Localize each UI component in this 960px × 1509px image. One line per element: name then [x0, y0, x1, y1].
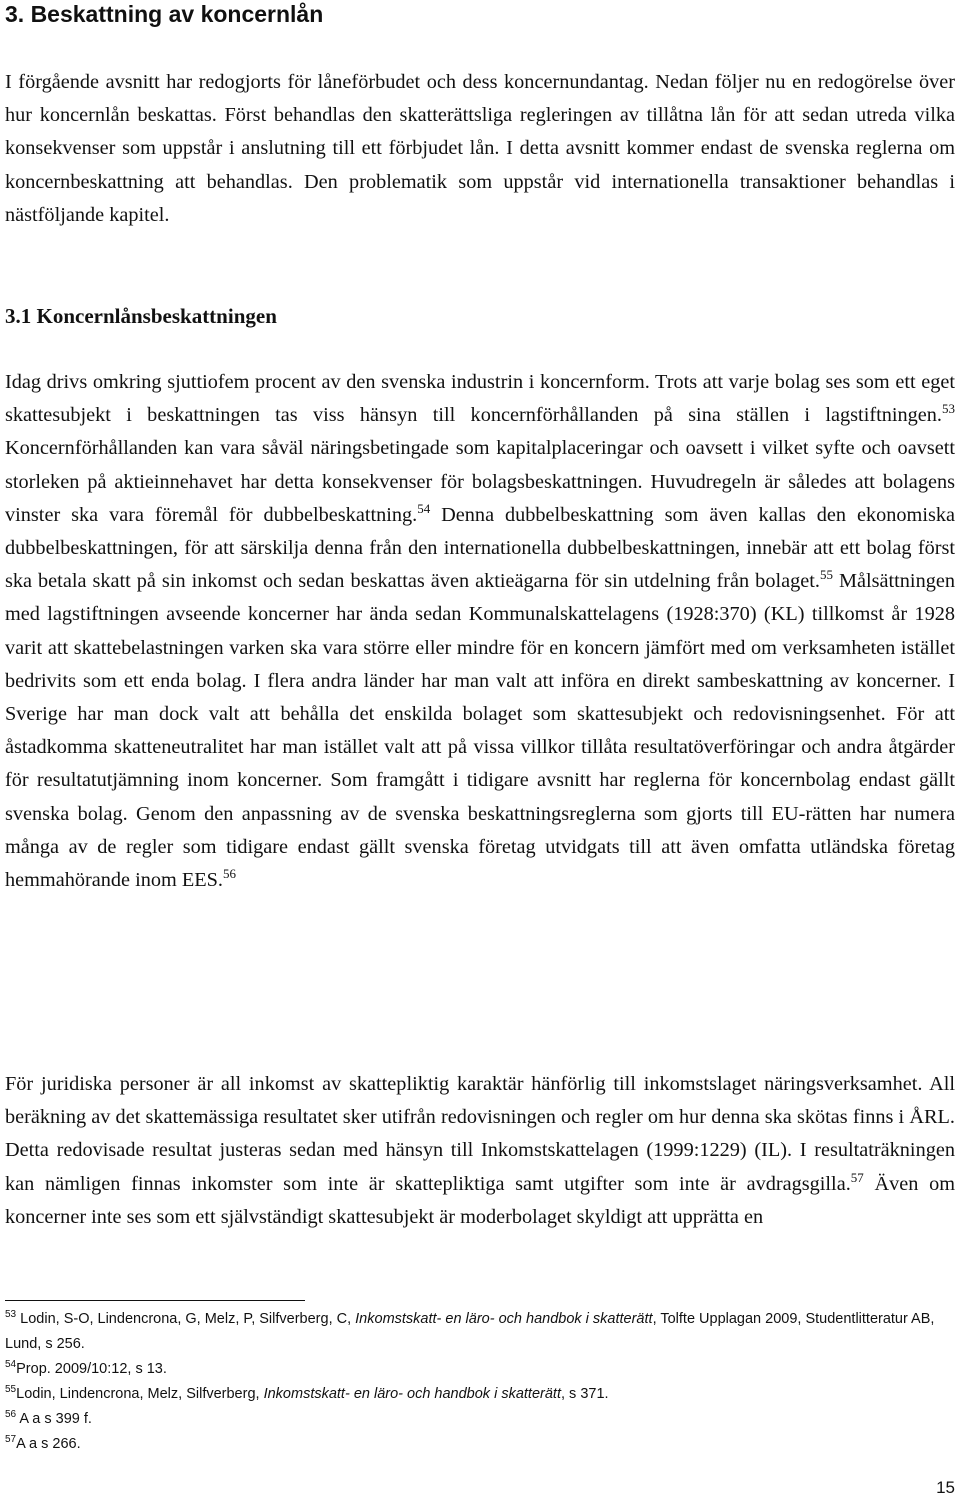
text-run: Även om koncerner inte ses som ett självständigt skattesubjekt är moderbolaget skyldigt att upprätta en — [5, 1172, 955, 1228]
footnote-text: , Tolfte Upplagan 2009, Studentlitteratur AB, Lund, s 256. — [5, 1311, 935, 1352]
footnote-title: Inkomstskatt- en läro- och handbok i skatterätt — [263, 1386, 561, 1402]
footnote-title: Inkomstskatt- en läro- och handbok i skatterätt — [355, 1311, 653, 1327]
footnote-text: Lodin, S-O, Lindencrona, G, Melz, P, Silfverberg, C, — [16, 1311, 356, 1327]
footnote-text: A a s 266. — [16, 1436, 81, 1452]
footnote-number: 53 — [5, 1309, 17, 1320]
text-run: Idag drivs omkring sjuttiofem procent av den svenska industrin i koncernform. Trots att varje bolag ses som ett eget skattesubjekt i beskattningen tas viss hänsyn till koncernförhållanden på sina ställen i lagstiftningen. — [5, 371, 955, 427]
footnote-ref-56[interactable]: 56 — [222, 866, 236, 882]
footnote-divider — [5, 1300, 305, 1301]
section-heading: 3.1 Koncernlånsbeskattningen — [5, 304, 277, 328]
footnote-54 — [5, 1357, 935, 1382]
footnote-57 — [5, 1432, 935, 1457]
section-paragraph — [5, 366, 955, 897]
text-run: Koncernförhållanden kan vara såväl näringsbetingade som kapitalplaceringar och oavsett i vilket syfte och oavsett storleken på aktieinnehavet har detta konsekvenser för bolagsbeskattningen. Huvudregeln är således att bolagens vinster ska vara föremål för dubbelbeskattning. — [5, 437, 955, 526]
text-run: Denna dubbelbeskattning som även kallas den ekonomiska dubbelbeskattningen, för att särskilja denna från den internationella dubbelbeskattningen, innebär att ett bolag först ska betala skatt på sin inkomst och sedan beskattas även aktieägarna för sin utdelning från bolaget. — [5, 503, 955, 593]
text-run: Målsättningen med lagstiftningen avseende koncerner har ända sedan Kommunalskattelagens (1928:370) (KL) tillkomst år 1928 varit att skattebelastningen varken ska vara större eller mindre för en koncern jämfört med om verksamheten istället bedrivits som ett enda bolag. I flera andra länder har man valt att införa en direkt sambeskattning av koncerner. I Sverige har man dock valt att behålla det enskilda bolaget som skattesubjekt och redovisningsenhet. För att åstadkomma skatteneutralitet har man istället valt att på vissa villkor tillåta resultatöverföringar och andra åtgärder för resultatutjämning inom koncerner. Som framgått i tidigare avsnitt har reglerna för koncernbolag endast gällt svenska bolag. Genom den anpassning av de svenska beskattningsreglerna som gjorts till EU-rätten har numera många av de regler som tidigare endast gällt svenska företag utvidgats till att även omfatta utländska företag hemmahörande inom EES. — [5, 570, 955, 892]
footnote-text: Prop. 2009/10:12, s 13. — [16, 1361, 167, 1377]
footnote-56 — [5, 1407, 935, 1432]
footnote-53 — [5, 1307, 935, 1357]
footnote-55 — [5, 1382, 935, 1407]
footnote-text: Lodin, Lindencrona, Melz, Silfverberg, — [16, 1386, 264, 1402]
chapter-heading: 3. Beskattning av koncernlån — [5, 1, 324, 27]
footnote-number: 56 — [5, 1409, 17, 1420]
footnote-ref-55[interactable]: 55 — [819, 567, 833, 583]
footnote-text: , s 371. — [560, 1386, 609, 1402]
footnote-number: 57 — [5, 1434, 17, 1445]
footnote-text: A a s 399 f. — [16, 1411, 92, 1427]
footnote-ref-53[interactable]: 53 — [942, 401, 955, 417]
footnote-number: 54 — [5, 1359, 17, 1370]
intro-paragraph: I förgående avsnitt har redogjorts för låneförbudet och dess koncernundantag. Nedan följer nu en redogörelse över hur koncernlån beskattas. Först behandlas den skatterättsliga regleringen av tillåtna lån för att sedan utreda vilka konsekvenser som uppstår i anslutning till ett förbjudet lån. I detta avsnitt kommer endast de svenska reglerna om koncernbeskattning att behandlas. Den problematik som uppstår vid internationella transaktioner behandlas i nästföljande kapitel. — [5, 71, 955, 226]
footnote-ref-57[interactable]: 57 — [850, 1169, 864, 1185]
page-number: 15 — [936, 1478, 955, 1497]
footnotes — [5, 1307, 935, 1457]
footnote-number: 55 — [5, 1384, 17, 1395]
text-run: För juridiska personer är all inkomst av skattepliktig karaktär hänförlig till inkomstslaget näringsverksamhet. All beräkning av det skattemässiga resultatet sker utifrån redovisningen och regler om hur denna ska skötas finns i ÅRL. Detta redovisade resultat justeras sedan med hänsyn till Inkomstskattelagen (1999:1229) (IL). I resultaträkningen kan nämligen finnas inkomster som inte är skattepliktiga samt utgifter som inte är avdragsgilla. — [5, 1073, 955, 1195]
footnote-ref-54[interactable]: 54 — [417, 500, 431, 516]
last-paragraph — [5, 1068, 955, 1234]
